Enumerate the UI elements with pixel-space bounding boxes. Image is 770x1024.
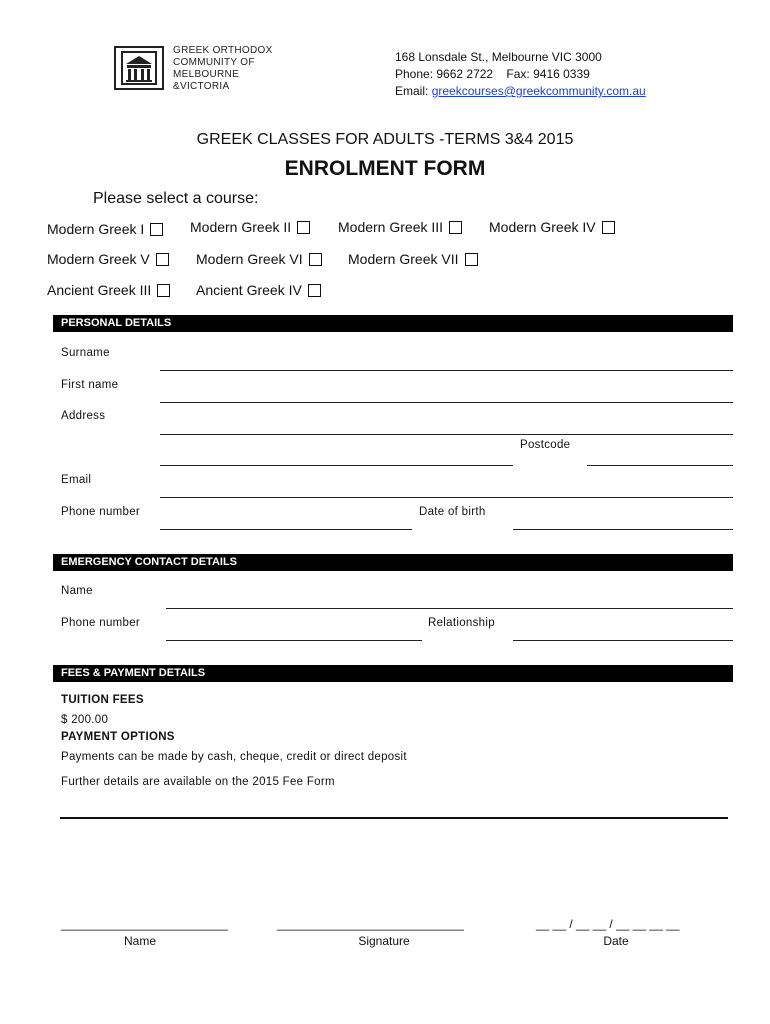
- postcode-label: Postcode: [520, 439, 571, 451]
- further-details-text: Further details are available on the 2015 Fee Form: [61, 776, 335, 788]
- course-label: Modern Greek III: [338, 219, 444, 235]
- course-option[interactable]: [196, 251, 322, 267]
- relationship-label: Relationship: [428, 617, 495, 629]
- org-name: [173, 45, 273, 93]
- first-name-label: First name: [61, 379, 119, 391]
- signature-line[interactable]: ____________________________: [277, 917, 464, 931]
- relationship-field[interactable]: [513, 640, 733, 641]
- phone-field[interactable]: [160, 529, 412, 530]
- org-email-row: [395, 83, 646, 100]
- emergency-name-label: Name: [61, 585, 93, 597]
- divider: [60, 817, 728, 819]
- course-label: Ancient Greek III: [47, 282, 152, 298]
- course-label: Ancient Greek IV: [196, 282, 302, 298]
- date-caption: Date: [603, 934, 629, 948]
- course-checkbox[interactable]: [309, 253, 322, 266]
- phone-label: Phone number: [61, 506, 141, 518]
- emergency-phone-label: Phone number: [61, 617, 141, 629]
- course-checkbox[interactable]: [449, 221, 462, 234]
- emergency-name-field[interactable]: [166, 608, 733, 609]
- course-checkbox[interactable]: [308, 284, 321, 297]
- org-name-line: MELBOURNE: [173, 69, 240, 80]
- course-label: Modern Greek IV: [489, 219, 596, 235]
- org-phone-fax: Phone: 9662 2722 Fax: 9416 0339: [395, 67, 590, 81]
- first-name-field[interactable]: [160, 402, 733, 403]
- emergency-phone-field[interactable]: [166, 640, 422, 641]
- tuition-fees-heading: TUITION FEES: [61, 694, 144, 706]
- course-checkbox[interactable]: [297, 221, 310, 234]
- name-signature-line[interactable]: _________________________: [61, 917, 228, 931]
- fees-payment-heading: FEES & PAYMENT DETAILS: [53, 665, 733, 682]
- course-checkbox[interactable]: [602, 221, 615, 234]
- course-label: Modern Greek II: [190, 219, 292, 235]
- course-label: Modern Greek VII: [348, 251, 459, 267]
- course-prompt: Please select a course:: [93, 190, 259, 207]
- org-name-line: COMMUNITY OF: [173, 57, 255, 68]
- form-title: ENROLMENT FORM: [284, 157, 486, 180]
- org-name-line: GREEK ORTHODOX: [173, 45, 273, 56]
- org-name-line: &VICTORIA: [173, 81, 230, 92]
- email-link[interactable]: greekcourses@greekcommunity.com.au: [431, 84, 646, 98]
- course-option[interactable]: [47, 251, 169, 267]
- address-label: Address: [61, 410, 106, 422]
- name-caption: Name: [123, 934, 156, 948]
- course-label: Modern Greek VI: [196, 251, 303, 267]
- surname-label: Surname: [61, 347, 110, 359]
- course-label: Modern Greek V: [47, 251, 150, 267]
- course-option[interactable]: [47, 282, 170, 298]
- dob-label: Date of birth: [419, 506, 486, 518]
- course-checkbox[interactable]: [157, 284, 170, 297]
- course-option[interactable]: [489, 219, 615, 235]
- emergency-contact-heading: EMERGENCY CONTACT DETAILS: [53, 554, 733, 571]
- tuition-amount: $ 200.00: [61, 714, 109, 726]
- postcode-field[interactable]: [587, 465, 733, 466]
- email-field[interactable]: [160, 497, 733, 498]
- course-checkbox[interactable]: [156, 253, 169, 266]
- personal-details-heading: PERSONAL DETAILS: [53, 315, 733, 332]
- form-subtitle: GREEK CLASSES FOR ADULTS -TERMS 3&4 2015: [196, 131, 574, 148]
- course-option[interactable]: [338, 219, 462, 235]
- contact-block: [395, 49, 646, 100]
- course-option[interactable]: [190, 219, 310, 235]
- date-line[interactable]: __ __ / __ __ / __ __ __ __: [536, 917, 680, 931]
- course-checkbox[interactable]: [150, 223, 163, 236]
- address-line-2-field[interactable]: [160, 465, 513, 466]
- course-option[interactable]: [196, 282, 321, 298]
- course-label: Modern Greek I: [47, 221, 145, 237]
- email-label: Email: [61, 474, 92, 486]
- course-option[interactable]: [47, 221, 163, 237]
- signature-caption: Signature: [358, 934, 410, 948]
- course-option[interactable]: [348, 251, 478, 267]
- payment-options-heading: PAYMENT OPTIONS: [61, 731, 175, 743]
- org-address: 168 Lonsdale St., Melbourne VIC 3000: [395, 50, 602, 64]
- address-field[interactable]: [160, 434, 733, 435]
- church-logo-icon: [114, 46, 164, 90]
- surname-field[interactable]: [160, 370, 733, 371]
- course-checkbox[interactable]: [465, 253, 478, 266]
- dob-field[interactable]: [513, 529, 733, 530]
- email-label: Email:: [395, 84, 432, 98]
- payment-options-text: Payments can be made by cash, cheque, credit or direct deposit: [61, 751, 407, 763]
